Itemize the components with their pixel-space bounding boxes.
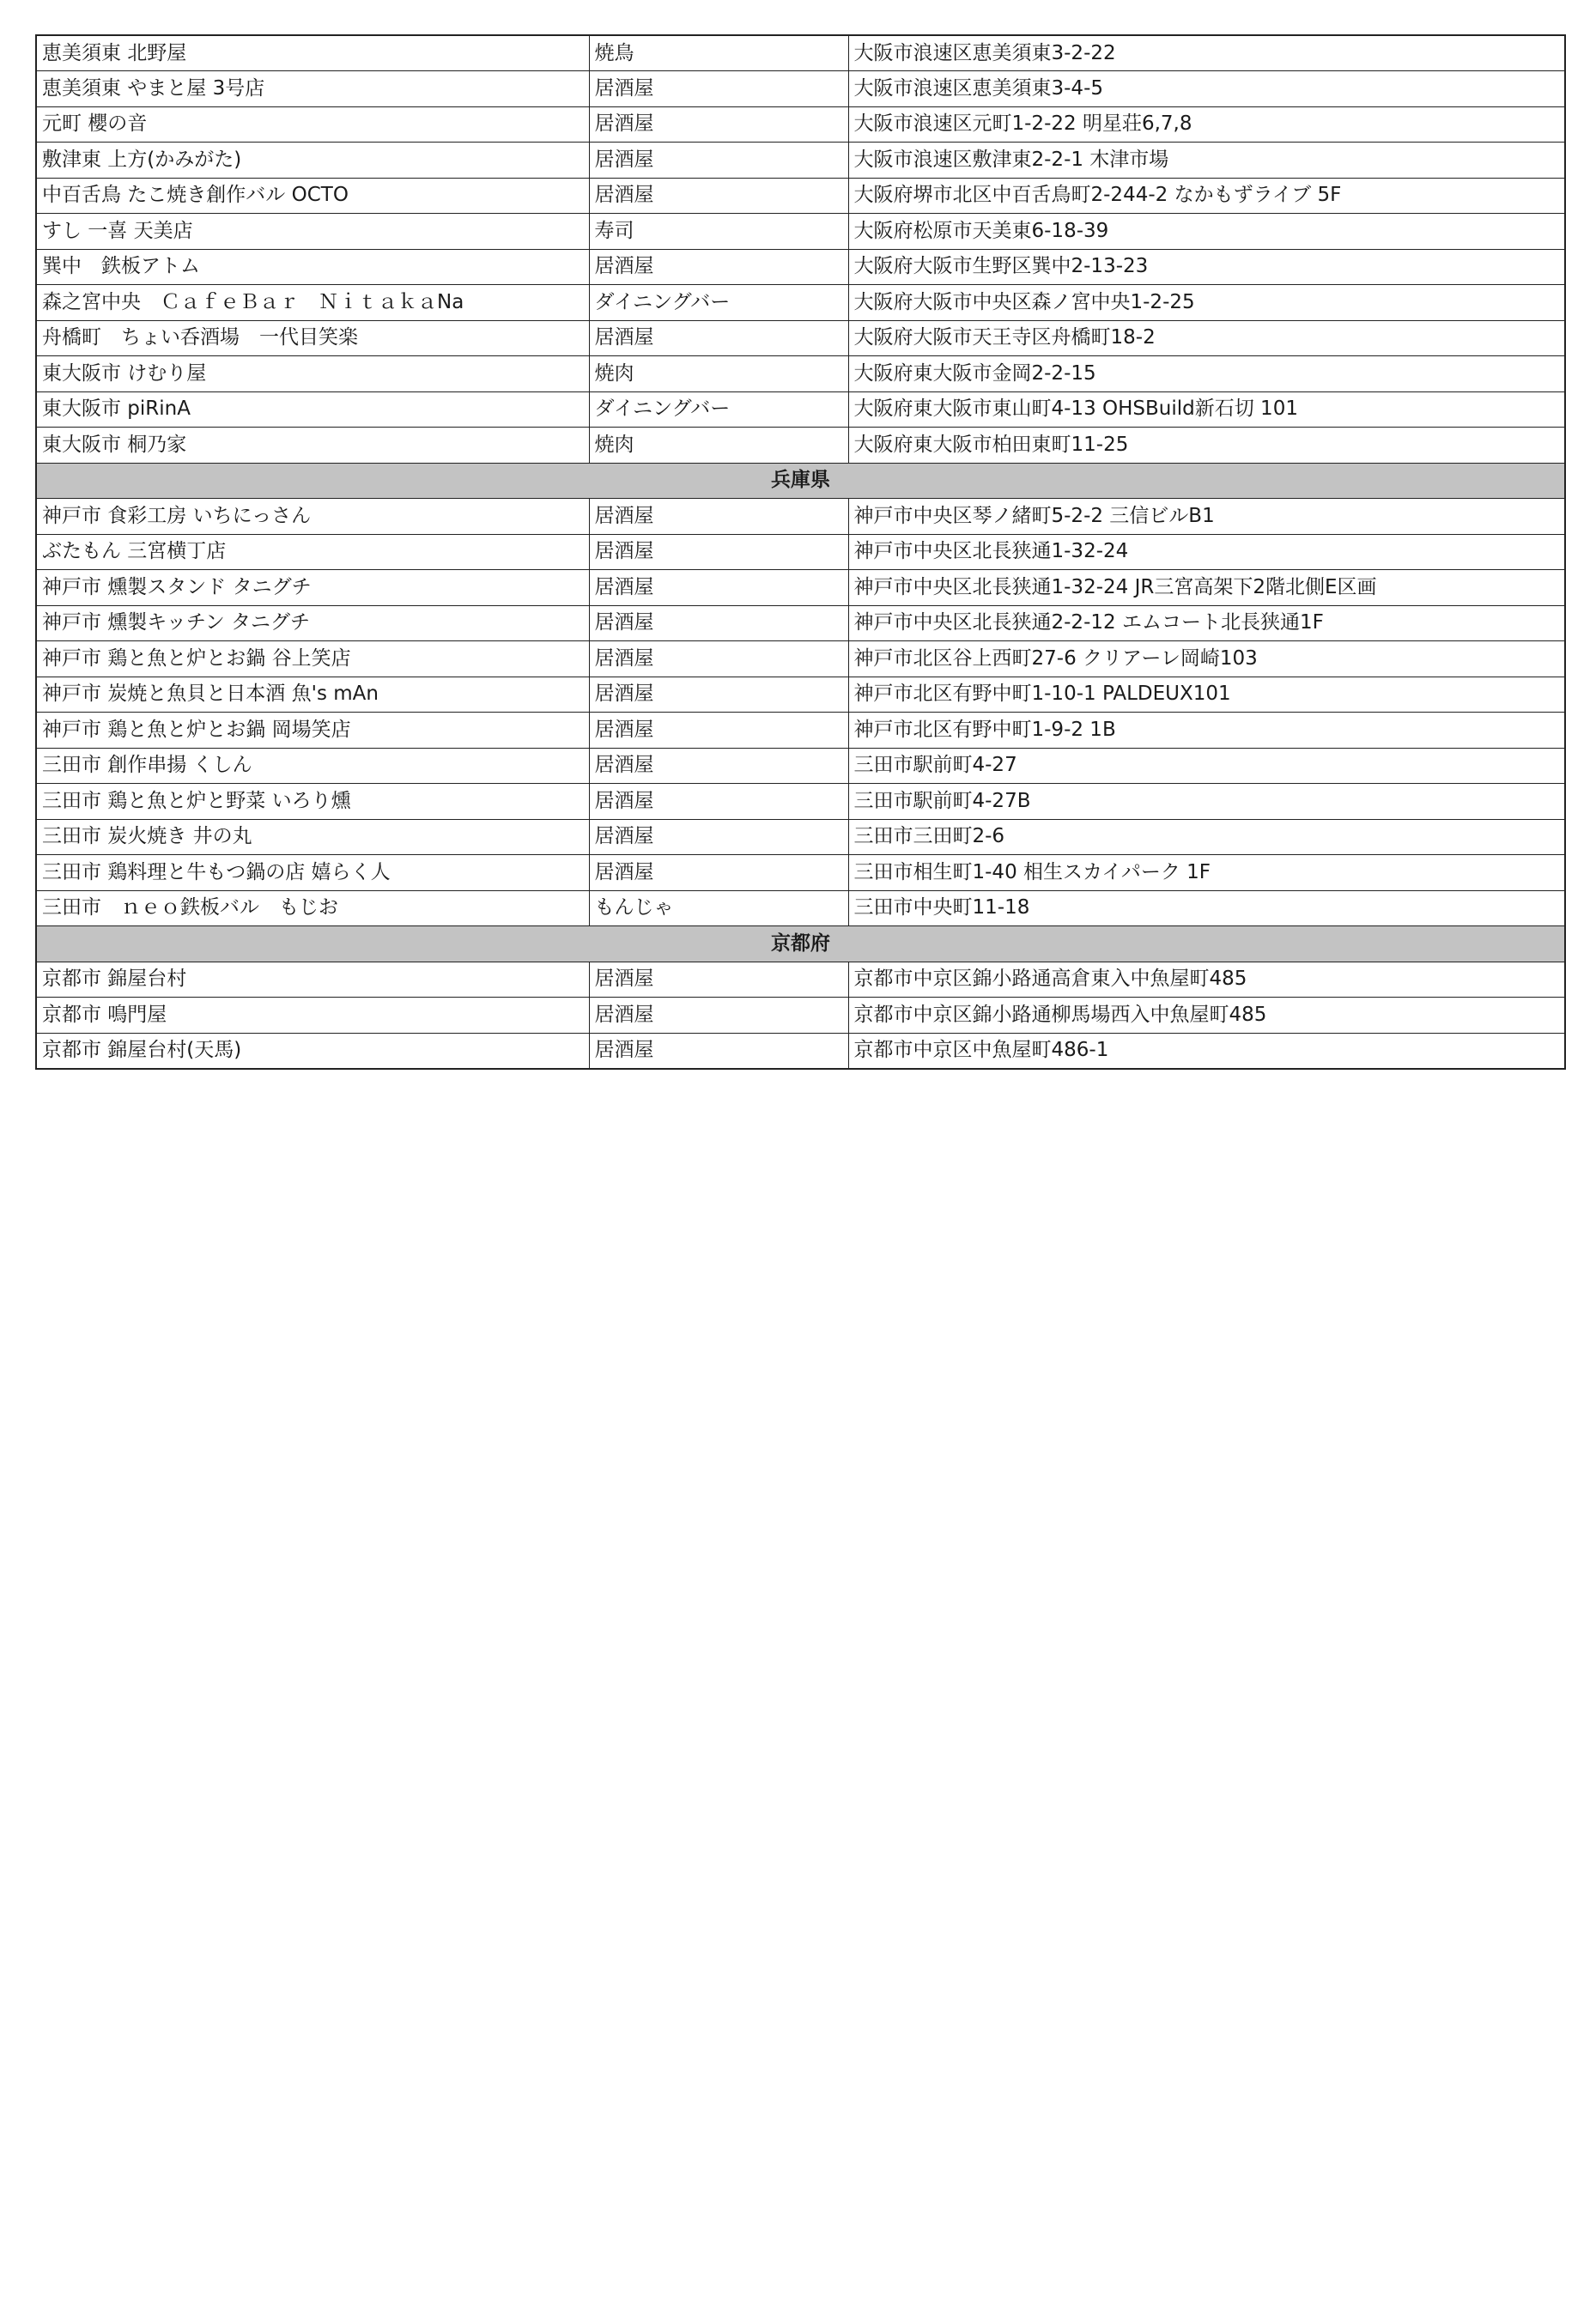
address-cell: 京都市中京区中魚屋町486-1	[848, 1033, 1565, 1069]
address-cell: 三田市駅前町4-27	[848, 748, 1565, 784]
address-cell: 大阪府東大阪市金岡2-2-15	[848, 356, 1565, 392]
genre-cell: 居酒屋	[589, 677, 848, 713]
genre-cell: 居酒屋	[589, 143, 848, 179]
store-name-cell: 恵美須東 やまと屋 3号店	[36, 71, 589, 107]
address-cell: 三田市三田町2-6	[848, 819, 1565, 855]
genre-cell: 居酒屋	[589, 855, 848, 891]
address-cell: 大阪府大阪市天王寺区舟橋町18-2	[848, 320, 1565, 356]
store-name-cell: 京都市 鳴門屋	[36, 998, 589, 1034]
table-row	[36, 819, 1565, 855]
table-row	[36, 534, 1565, 570]
table-row	[36, 499, 1565, 535]
table-row	[36, 285, 1565, 321]
address-cell: 京都市中京区錦小路通高倉東入中魚屋町485	[848, 962, 1565, 998]
address-cell: 大阪市浪速区敷津東2-2-1 木津市場	[848, 143, 1565, 179]
table-row	[36, 428, 1565, 464]
genre-cell: 居酒屋	[589, 713, 848, 749]
store-name-cell: 元町 櫻の音	[36, 106, 589, 143]
table-row	[36, 356, 1565, 392]
genre-cell: 居酒屋	[589, 106, 848, 143]
store-name-cell: 敷津東 上方(かみがた)	[36, 143, 589, 179]
store-name-cell: 東大阪市 桐乃家	[36, 428, 589, 464]
address-cell: 大阪府大阪市中央区森ノ宮中央1-2-25	[848, 285, 1565, 321]
store-name-cell: 神戸市 燻製スタンド タニグチ	[36, 570, 589, 606]
store-name-cell: すし 一喜 天美店	[36, 214, 589, 250]
table-row	[36, 35, 1565, 71]
store-name-cell: 神戸市 鶏と魚と炉とお鍋 谷上笑店	[36, 641, 589, 677]
address-cell: 京都市中京区錦小路通柳馬場西入中魚屋町485	[848, 998, 1565, 1034]
store-name-cell: 森之宮中央 ＣａｆｅＢａｒ ＮｉｔａｋａNa	[36, 285, 589, 321]
store-name-cell: 東大阪市 piRinA	[36, 391, 589, 428]
genre-cell: 居酒屋	[589, 534, 848, 570]
genre-cell: 居酒屋	[589, 499, 848, 535]
genre-cell: 居酒屋	[589, 605, 848, 641]
address-cell: 神戸市北区有野中町1-10-1 PALDEUX101	[848, 677, 1565, 713]
genre-cell: 居酒屋	[589, 71, 848, 107]
address-cell: 大阪府東大阪市柏田東町11-25	[848, 428, 1565, 464]
store-name-cell: 三田市 ｎｅｏ鉄板バル もじお	[36, 890, 589, 926]
genre-cell: 居酒屋	[589, 320, 848, 356]
store-table	[35, 34, 1566, 1070]
genre-cell: 焼肉	[589, 428, 848, 464]
table-row	[36, 106, 1565, 143]
genre-cell: 居酒屋	[589, 178, 848, 214]
genre-cell: 居酒屋	[589, 1033, 848, 1069]
store-name-cell: 恵美須東 北野屋	[36, 35, 589, 71]
table-row	[36, 677, 1565, 713]
genre-cell: 居酒屋	[589, 641, 848, 677]
store-name-cell: 神戸市 鶏と魚と炉とお鍋 岡場笑店	[36, 713, 589, 749]
store-name-cell: 舟橋町 ちょい呑酒場 一代目笑楽	[36, 320, 589, 356]
table-row	[36, 570, 1565, 606]
table-row	[36, 641, 1565, 677]
address-cell: 大阪府堺市北区中百舌鳥町2-244-2 なかもずライブ 5F	[848, 178, 1565, 214]
table-row	[36, 178, 1565, 214]
store-table-body	[36, 35, 1565, 1069]
table-row	[36, 784, 1565, 820]
store-name-cell: 三田市 創作串揚 くしん	[36, 748, 589, 784]
genre-cell: 居酒屋	[589, 570, 848, 606]
prefecture-header-row	[36, 926, 1565, 962]
table-row	[36, 214, 1565, 250]
genre-cell: 焼肉	[589, 356, 848, 392]
store-name-cell: 神戸市 炭焼と魚貝と日本酒 魚's mAn	[36, 677, 589, 713]
address-cell: 大阪市浪速区恵美須東3-4-5	[848, 71, 1565, 107]
genre-cell: 居酒屋	[589, 249, 848, 285]
table-row	[36, 391, 1565, 428]
table-row	[36, 998, 1565, 1034]
genre-cell: ダイニングバー	[589, 285, 848, 321]
table-row	[36, 143, 1565, 179]
genre-cell: 居酒屋	[589, 998, 848, 1034]
address-cell: 大阪府東大阪市東山町4-13 OHSBuild新石切 101	[848, 391, 1565, 428]
table-row	[36, 962, 1565, 998]
genre-cell: 居酒屋	[589, 784, 848, 820]
table-row	[36, 855, 1565, 891]
table-row	[36, 249, 1565, 285]
address-cell: 神戸市中央区琴ノ緒町5-2-2 三信ビルB1	[848, 499, 1565, 535]
genre-cell: 居酒屋	[589, 962, 848, 998]
store-name-cell: 神戸市 食彩工房 いちにっさん	[36, 499, 589, 535]
address-cell: 三田市駅前町4-27B	[848, 784, 1565, 820]
address-cell: 神戸市北区有野中町1-9-2 1B	[848, 713, 1565, 749]
genre-cell: ダイニングバー	[589, 391, 848, 428]
address-cell: 神戸市中央区北長狭通1-32-24 JR三宮高架下2階北側E区画	[848, 570, 1565, 606]
address-cell: 三田市中央町11-18	[848, 890, 1565, 926]
store-name-cell: 中百舌鳥 たこ焼き創作バル OCTO	[36, 178, 589, 214]
store-name-cell: 三田市 炭火焼き 井の丸	[36, 819, 589, 855]
table-row	[36, 748, 1565, 784]
genre-cell: もんじゃ	[589, 890, 848, 926]
address-cell: 大阪市浪速区恵美須東3-2-22	[848, 35, 1565, 71]
genre-cell: 寿司	[589, 214, 848, 250]
address-cell: 神戸市北区谷上西町27-6 クリアーレ岡崎103	[848, 641, 1565, 677]
table-row	[36, 713, 1565, 749]
address-cell: 大阪市浪速区元町1-2-22 明星荘6,7,8	[848, 106, 1565, 143]
prefecture-header-row	[36, 463, 1565, 499]
store-name-cell: 京都市 錦屋台村	[36, 962, 589, 998]
genre-cell: 居酒屋	[589, 748, 848, 784]
store-name-cell: 三田市 鶏と魚と炉と野菜 いろり燻	[36, 784, 589, 820]
table-row	[36, 320, 1565, 356]
prefecture-header: 京都府	[36, 926, 1565, 962]
genre-cell: 居酒屋	[589, 819, 848, 855]
store-list-sheet	[35, 34, 1564, 1070]
table-row	[36, 890, 1565, 926]
address-cell: 大阪府松原市天美東6-18-39	[848, 214, 1565, 250]
store-name-cell: 巽中 鉄板アトム	[36, 249, 589, 285]
address-cell: 神戸市中央区北長狭通1-32-24	[848, 534, 1565, 570]
store-name-cell: 東大阪市 けむり屋	[36, 356, 589, 392]
address-cell: 三田市相生町1-40 相生スカイパーク 1F	[848, 855, 1565, 891]
address-cell: 大阪府大阪市生野区巽中2-13-23	[848, 249, 1565, 285]
store-name-cell: 神戸市 燻製キッチン タニグチ	[36, 605, 589, 641]
address-cell: 神戸市中央区北長狭通2-2-12 エムコート北長狭通1F	[848, 605, 1565, 641]
store-name-cell: ぶたもん 三宮横丁店	[36, 534, 589, 570]
table-row	[36, 605, 1565, 641]
genre-cell: 焼鳥	[589, 35, 848, 71]
table-row	[36, 71, 1565, 107]
store-name-cell: 京都市 錦屋台村(天馬)	[36, 1033, 589, 1069]
prefecture-header: 兵庫県	[36, 463, 1565, 499]
store-name-cell: 三田市 鶏料理と牛もつ鍋の店 嬉らく人	[36, 855, 589, 891]
table-row	[36, 1033, 1565, 1069]
